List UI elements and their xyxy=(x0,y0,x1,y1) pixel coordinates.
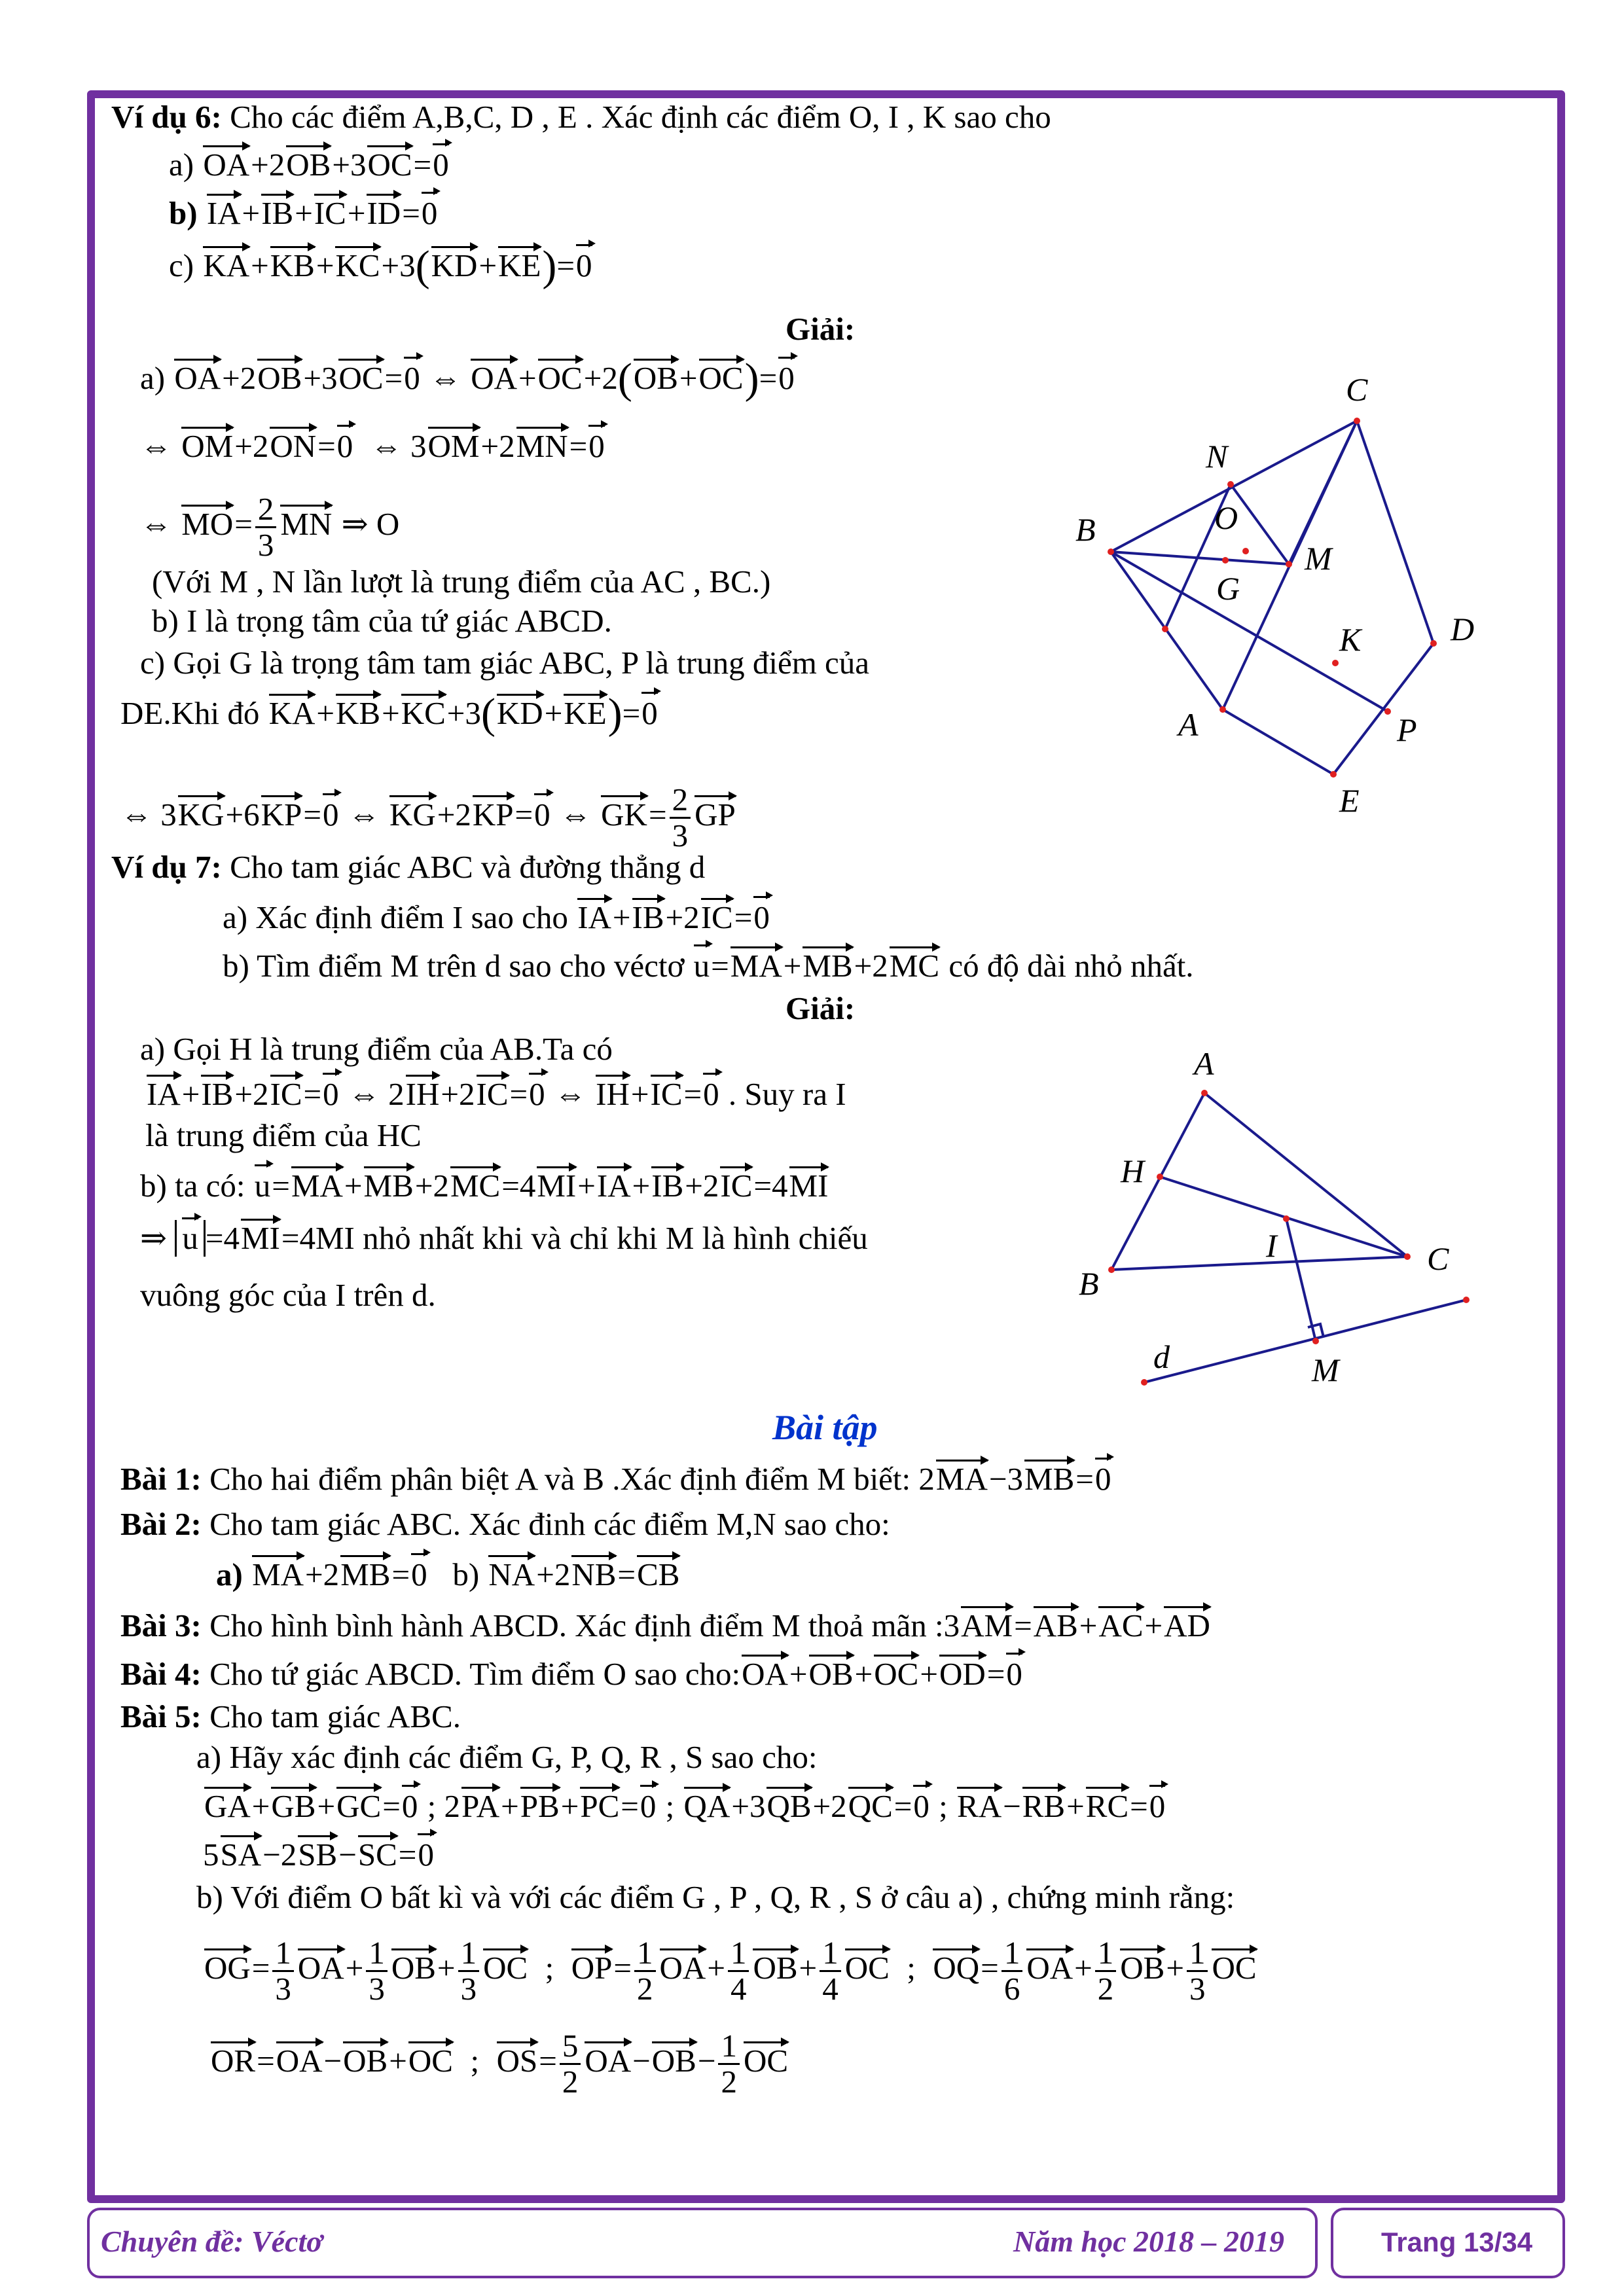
exercise-5a-eq1: GA+GB+GC=0 ; 2PA+PB+PC=0 ; QA+3QB+2QC=0 ; RA−RB+RC=0 xyxy=(204,1788,1166,1824)
ex7-a: a) Xác định điểm I sao cho IA+IB+2IC=0 xyxy=(223,899,770,935)
label-M: M xyxy=(1305,540,1332,577)
ex7-b: b) Tìm điểm M trên d sao cho véctơ u=MA+MB+2MC có độ dài nhỏ nhất. xyxy=(223,948,1194,984)
sol7-b2: ⇒ u =4MI=4MI nhỏ nhất khi và chỉ khi M là hình chiếu xyxy=(140,1220,868,1256)
label-A: A xyxy=(1178,706,1199,743)
exercise-5b-eq2: OR=OA−OB+OC ; OS= $\frac{5}{2}$ OA−OB− $\frac{1}{2}$ OC xyxy=(211,2028,789,2100)
exercise-3: Bài 3: Cho hình bình hành ABCD. Xác định điểm M thoả mãn :3AM=AB+AC+AD xyxy=(120,1607,1210,1643)
exercise-5a-eq2: 5SA−2SB−SC=0 xyxy=(203,1837,434,1873)
footer-topic: Chuyên đề: Véctơ xyxy=(101,2225,323,2258)
label-B: B xyxy=(1079,1265,1099,1302)
sol6-c2: DE.Khi đó KA+KB+KC+3(KD+KE)=0 xyxy=(120,690,658,738)
footer-page-number: Trang 13/34 xyxy=(1381,2227,1533,2257)
label-N: N xyxy=(1206,438,1228,475)
sol7-a2: IA+IB+2IC=0 ⇔ 2IH+2IC=0 ⇔ IH+IC=0 . Suy ra I xyxy=(147,1076,846,1112)
exercise-4: Bài 4: Cho tứ giác ABCD. Tìm điểm O sao cho:OA+OB+OC+OD=0 xyxy=(120,1656,1022,1692)
sol6-b: b) I là trọng tâm của tứ giác ABCD. xyxy=(152,603,612,639)
exercise-5b: b) Với điểm O bất kì và với các điểm G , P , Q, R , S ở câu a) , chứng minh rằng: xyxy=(196,1879,1235,1915)
label-B: B xyxy=(1075,511,1096,548)
label-P: P xyxy=(1397,711,1417,748)
example-7: Ví dụ 7: Cho tam giác ABC và đường thẳng d xyxy=(111,849,706,885)
label-K: K xyxy=(1339,621,1362,658)
label-G: G xyxy=(1216,570,1240,607)
label-I: I xyxy=(1266,1227,1277,1264)
sol6-note: (Với M , N lần lượt là trung điểm của AC , BC.) xyxy=(152,564,771,600)
exercise-1: Bài 1: Cho hai điểm phân biệt A và B .Xác định điểm M biết: 2MA−3MB=0 xyxy=(120,1461,1111,1497)
sol6-c3: ⇔ 3KG+6KP=0 ⇔ KG+2KP=0 ⇔ GK= $\frac{2}{3}$ GP xyxy=(120,781,736,853)
footer-year: Năm học 2018 – 2019 xyxy=(1013,2225,1284,2258)
label-A: A xyxy=(1194,1047,1214,1082)
sol6-a-line3: ⇔ MO= $\frac{2}{3}$ MN ⇒ O xyxy=(140,491,400,563)
example-6: Ví dụ 6: Cho các điểm A,B,C, D , E . Xác định các điểm O, I , K sao cho xyxy=(111,99,1051,135)
label-O: O xyxy=(1214,499,1238,536)
exercises-title: Bài tập xyxy=(772,1408,878,1447)
ex6-a: a) OA+2OB+3OC=0 xyxy=(169,147,449,183)
label-D: D xyxy=(1451,611,1475,647)
exercise-5: Bài 5: Cho tam giác ABC. xyxy=(120,1698,461,1734)
sol6-c1: c) Gọi G là trọng tâm tam giác ABC, P là trung điểm của xyxy=(140,645,870,681)
sol7-b3: vuông góc của I trên d. xyxy=(140,1277,436,1313)
ex6-b: b) IA+IB+IC+ID=0 xyxy=(169,195,438,231)
exercise-2: Bài 2: Cho tam giác ABC. Xác đinh các điểm M,N sao cho: xyxy=(120,1506,890,1542)
sol7-b1: b) ta có: u=MA+MB+2MC=4MI+IA+IB+2IC=4MI xyxy=(140,1168,829,1204)
exercise-5b-eq1: OG= $\frac{1}{3}$ OA+ $\frac{1}{3}$ OB+ $\frac{1}{3}$ OC ; OP= $\frac{1}{2}$ OA+ $\frac{1}{4}$ OB+ $\frac{1}{4}$ OC ; OQ= $\frac{1}{6}$ OA+ $\frac{1}{2}$ OB+ $\frac{1}{3}$ OC xyxy=(204,1935,1257,2007)
exercise-5a: a) Hãy xác định các điểm G, P, Q, R , S sao cho: xyxy=(196,1739,818,1775)
label-H: H xyxy=(1121,1153,1145,1189)
figure-triangle xyxy=(1074,1047,1479,1388)
ex6-c: c) KA+KB+KC+3(KD+KE)=0 xyxy=(169,242,592,290)
label-E: E xyxy=(1339,782,1360,819)
sol6-a-line1: a) OA+2OB+3OC=0 ⇔ OA+OC+2(OB+OC)=0 xyxy=(140,355,795,403)
sol7-a1: a) Gọi H là trung điểm của AB.Ta có xyxy=(140,1031,613,1067)
solution-heading: Giải: xyxy=(785,311,856,347)
solution-heading-2: Giải: xyxy=(785,990,856,1026)
label-C: C xyxy=(1346,371,1368,408)
figure-quadrilateral xyxy=(1060,367,1532,825)
sol6-a-line2: ⇔ OM+2ON=0 ⇔ 3OM+2MN=0 xyxy=(140,428,605,464)
sol7-a3: là trung điểm của HC xyxy=(145,1117,422,1153)
label-M: M xyxy=(1312,1352,1339,1388)
exercise-2-parts: a) MA+2MB=0 b) NA+2NB=CB xyxy=(216,1556,680,1592)
label-d: d xyxy=(1153,1338,1170,1375)
label-C: C xyxy=(1427,1240,1449,1277)
